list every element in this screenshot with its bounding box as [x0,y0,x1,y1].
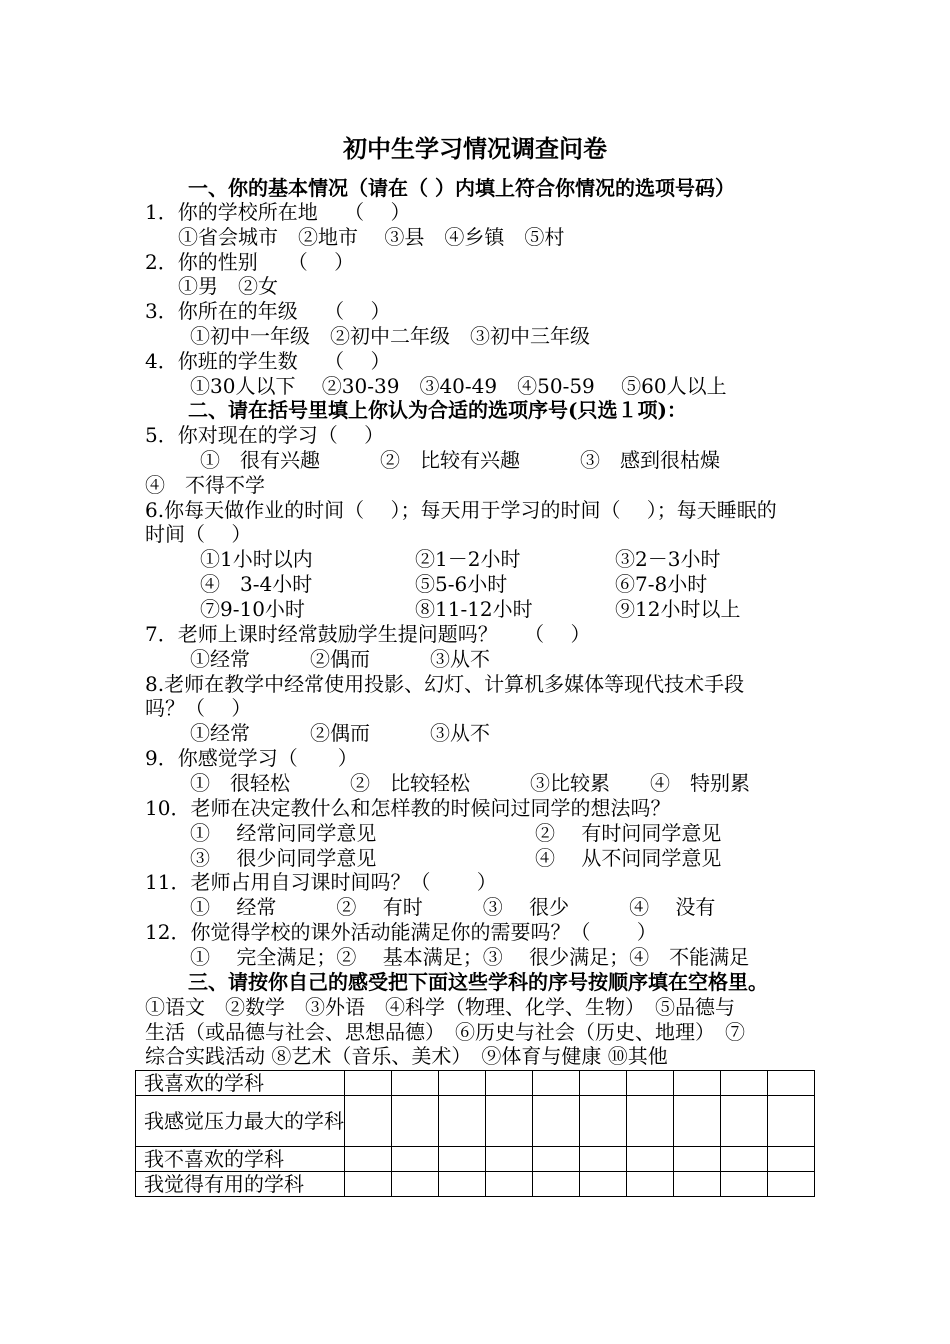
question-11: 11．老师占用自习课时间吗？（ ） [145,870,497,894]
table-row [136,1071,815,1096]
blank-cell[interactable] [580,1147,627,1172]
blank-cell[interactable] [627,1071,674,1096]
blank-cell[interactable] [580,1172,627,1197]
question-9-options: ① 很轻松 ② 比较轻松 ③比较累 ④ 特别累 [190,771,750,795]
blank-cell[interactable] [627,1172,674,1197]
subjects-line-1: ①语文 ②数学 ③外语 ④科学（物理、化学、生物） ⑤品德与 [145,995,735,1019]
question-8-cont: 吗？（ ） [145,696,252,720]
blank-cell[interactable] [768,1071,815,1096]
blank-cell[interactable] [392,1096,439,1147]
question-8-options: ①经常 ②偶而 ③从不 [190,721,490,745]
blank-cell[interactable] [533,1071,580,1096]
table-row [136,1147,815,1172]
blank-cell[interactable] [533,1147,580,1172]
question-3-options: ①初中一年级 ②初中二年级 ③初中三年级 [190,324,590,348]
section-3-heading: 三、请按你自己的感受把下面这些学科的序号按顺序填在空格里。 [188,970,768,994]
q6-option-2: ②1－2小时 [415,547,521,571]
subject-ranking-table [135,1070,815,1197]
blank-cell[interactable] [627,1096,674,1147]
blank-cell[interactable] [345,1071,392,1096]
blank-cell[interactable] [439,1096,486,1147]
table-row [136,1096,815,1147]
question-2-options: ①男 ②女 [178,274,278,298]
question-5: 5．你对现在的学习（ ） [145,423,385,447]
blank-cell[interactable] [486,1096,533,1147]
q6-option-7: ⑦9-10小时 [200,597,305,621]
subjects-line-3: 综合实践活动 ⑧艺术（音乐、美术） ⑨体育与健康 ⑩其他 [145,1044,668,1068]
blank-cell[interactable] [627,1147,674,1172]
blank-cell[interactable] [486,1172,533,1197]
question-1: 1．你的学校所在地 （ ） [145,200,411,224]
q6-option-1: ①1小时以内 [200,547,313,571]
blank-cell[interactable] [721,1096,768,1147]
row-label: 我喜欢的学科 [136,1071,345,1096]
blank-cell[interactable] [580,1071,627,1096]
blank-cell[interactable] [721,1172,768,1197]
blank-cell[interactable] [721,1071,768,1096]
q10-option-1: ① 经常问同学意见 [190,821,377,845]
question-11-options: ① 经常 ② 有时 ③ 很少 ④ 没有 [190,895,716,919]
q10-option-4: ④ 从不问同学意见 [535,846,722,870]
blank-cell[interactable] [768,1172,815,1197]
blank-cell[interactable] [392,1147,439,1172]
question-5-options: ① 很有兴趣 ② 比较有兴趣 ③ 感到很枯燥 [200,448,720,472]
question-8: 8.老师在教学中经常使用投影、幻灯、计算机多媒体等现代技术手段 [145,672,745,696]
q6-option-9: ⑨12小时以上 [615,597,741,621]
blank-cell[interactable] [439,1172,486,1197]
blank-cell[interactable] [439,1147,486,1172]
page-title: 初中生学习情况调查问卷 [343,134,607,163]
row-label: 我不喜欢的学科 [136,1147,345,1172]
blank-cell[interactable] [674,1096,721,1147]
blank-cell[interactable] [392,1172,439,1197]
blank-cell[interactable] [533,1172,580,1197]
blank-cell[interactable] [533,1096,580,1147]
blank-cell[interactable] [392,1071,439,1096]
blank-cell[interactable] [674,1172,721,1197]
question-9: 9．你感觉学习（ ） [145,746,358,770]
question-4-options: ①30人以下 ②30-39 ③40-49 ④50-59 ⑤60人以上 [190,374,727,398]
q6-option-6: ⑥7-8小时 [615,572,708,596]
question-7: 7．老师上课时经常鼓励学生提问题吗？ （ ） [145,622,591,646]
section-2-heading: 二、请在括号里填上你认为合适的选项序号(只选１项)： [188,398,687,422]
row-label: 我感觉压力最大的学科 [136,1096,345,1147]
question-3: 3．你所在的年级 （ ） [145,299,391,323]
section-1-heading: 一、你的基本情况（请在（ ）内填上符合你情况的选项号码） [188,176,735,200]
question-7-options: ①经常 ②偶而 ③从不 [190,647,490,671]
q6-option-3: ③2－3小时 [615,547,721,571]
blank-cell[interactable] [580,1096,627,1147]
blank-cell[interactable] [439,1071,486,1096]
q10-option-3: ③ 很少问同学意见 [190,846,377,870]
table-row [136,1172,815,1197]
question-12: 12．你觉得学校的课外活动能满足你的需要吗？（ ） [145,920,657,944]
question-2: 2．你的性别 （ ） [145,250,355,274]
q6-option-4: ④ 3-4小时 [200,572,313,596]
q10-option-2: ② 有时问同学意见 [535,821,722,845]
row-label: 我觉得有用的学科 [136,1172,345,1197]
blank-cell[interactable] [486,1071,533,1096]
question-4: 4．你班的学生数 （ ） [145,349,391,373]
blank-cell[interactable] [486,1147,533,1172]
question-1-options: ①省会城市 ②地市 ③县 ④乡镇 ⑤村 [178,225,565,249]
question-6: 6.你每天做作业的时间（ ）；每天用于学习的时间（ ）；每天睡眠的 [145,498,777,522]
subjects-line-2: 生活（或品德与社会、思想品德） ⑥历史与社会（历史、地理） ⑦ [145,1020,745,1044]
question-5-option-4: ④ 不得不学 [145,473,265,497]
question-10: 10．老师在决定教什么和怎样教的时候问过同学的想法吗？ [145,796,671,820]
question-12-options: ① 完全满足；② 基本满足；③ 很少满足；④ 不能满足 [190,945,750,969]
blank-cell[interactable] [768,1096,815,1147]
blank-cell[interactable] [721,1147,768,1172]
blank-cell[interactable] [674,1147,721,1172]
blank-cell[interactable] [345,1172,392,1197]
question-6-cont: 时间（ ） [145,522,252,546]
blank-cell[interactable] [345,1096,392,1147]
blank-cell[interactable] [674,1071,721,1096]
q6-option-5: ⑤5-6小时 [415,572,508,596]
blank-cell[interactable] [345,1147,392,1172]
q6-option-8: ⑧11-12小时 [415,597,533,621]
blank-cell[interactable] [768,1147,815,1172]
